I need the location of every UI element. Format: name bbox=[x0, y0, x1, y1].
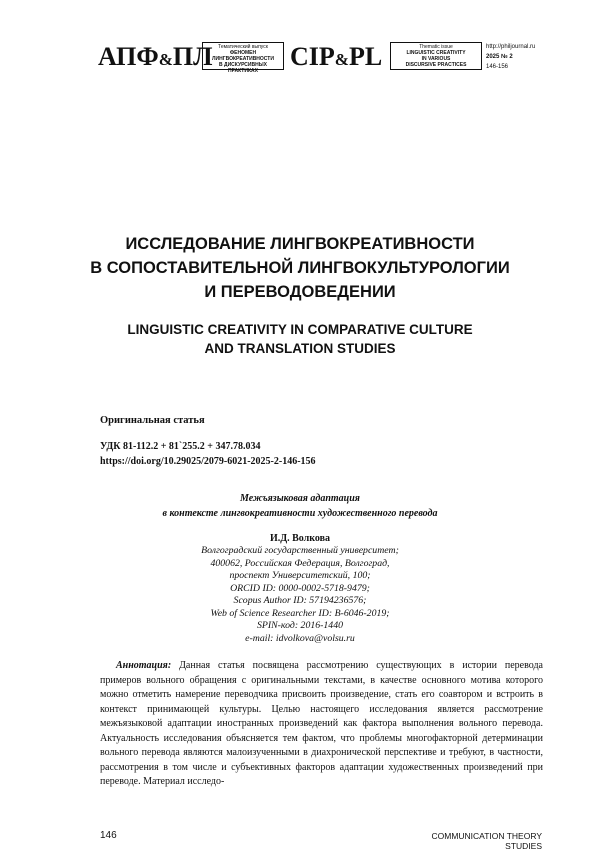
thematic-issue-box-en: Thematic issue LINGUISTIC CREATIVITY IN VARIOUS DISCURSIVE PRACTICES bbox=[390, 42, 482, 70]
page-number: 146 bbox=[100, 830, 117, 841]
abstract-label: Аннотация: bbox=[116, 660, 172, 671]
identifiers bbox=[100, 439, 316, 469]
author-affiliation: Волгоградский государственный университет; 400062, Российская Федерация, Волгоград, проспект Университетский, 100; ORCID ID: 0000-0002-5718-9479; Scopus Author ID: 57194236576; Web of Science Researcher ID: B-6046-2019; SPIN-код: 2016-1440 e-mail: idvolkova@volsu.ru bbox=[100, 545, 500, 645]
udk-code: УДК 81-112.2 + 81`255.2 + 347.78.034 bbox=[100, 441, 261, 452]
title-ru: ИССЛЕДОВАНИЕ ЛИНГВОКРЕАТИВНОСТИ В СОПОСТАВИТЕЛЬНОЙ ЛИНГВОКУЛЬТУРОЛОГИИ И ПЕРЕВОДОВЕДЕНИИ bbox=[90, 235, 510, 301]
title-en: LINGUISTIC CREATIVITY IN COMPARATIVE CULTURE AND TRANSLATION STUDIES bbox=[127, 322, 473, 356]
thematic-issue-box-ru: Тематический выпуск ФЕНОМЕН ЛИНГВОКРЕАТИВНОСТИ В ДИСКУРСИВНЫХ ПРАКТИКАХ bbox=[202, 42, 284, 70]
journal-logo-ru: АПФ&ПЛ bbox=[98, 42, 213, 71]
year-issue: 2025 № 2 bbox=[486, 54, 513, 60]
doi-link[interactable]: https://doi.org/10.29025/2079-6021-2025-2-146-156 bbox=[100, 456, 316, 467]
author-email[interactable]: e-mail: idvolkova@volsu.ru bbox=[245, 632, 355, 644]
journal-logo-en: CIP&PL bbox=[290, 42, 383, 71]
journal-site-link[interactable]: http://philjournal.ru bbox=[486, 44, 536, 50]
author-name: И.Д. Волкова bbox=[269, 533, 331, 544]
issue-meta bbox=[486, 42, 535, 72]
abstract-text: Данная статья посвящена рассмотрению существующих в истории перевода примеров вольного обращения с оригинальными текстами, в качестве основного мотива которого можно отметить намерение переводчика присвоить произведение, стать его соавтором и встроить в контекст принимающей культуры. Целью настоящего исследования является рассмотрение межъязыковой адаптации иностранных произведений как фактора выполнения вольного перевода. Актуальность исследования объясняется тем фактом, что проблемы многофакторной детерминации вольного перевода являются малоизученными в диахронической перспективе и требуют, в частности, рассмотрения в том числе и субъективных факторов адаптации художественных произведений при переводе. Материал исследо- bbox=[100, 660, 543, 787]
abstract bbox=[100, 659, 543, 790]
journal-running-title: COMMUNICATION THEORY STUDIES bbox=[431, 831, 542, 851]
page-range: 146-156 bbox=[486, 64, 509, 70]
article-type: Оригинальная статья bbox=[100, 415, 205, 426]
article-title: Межъязыковая адаптация в контексте лингвокреативности художественного перевода bbox=[162, 493, 438, 519]
